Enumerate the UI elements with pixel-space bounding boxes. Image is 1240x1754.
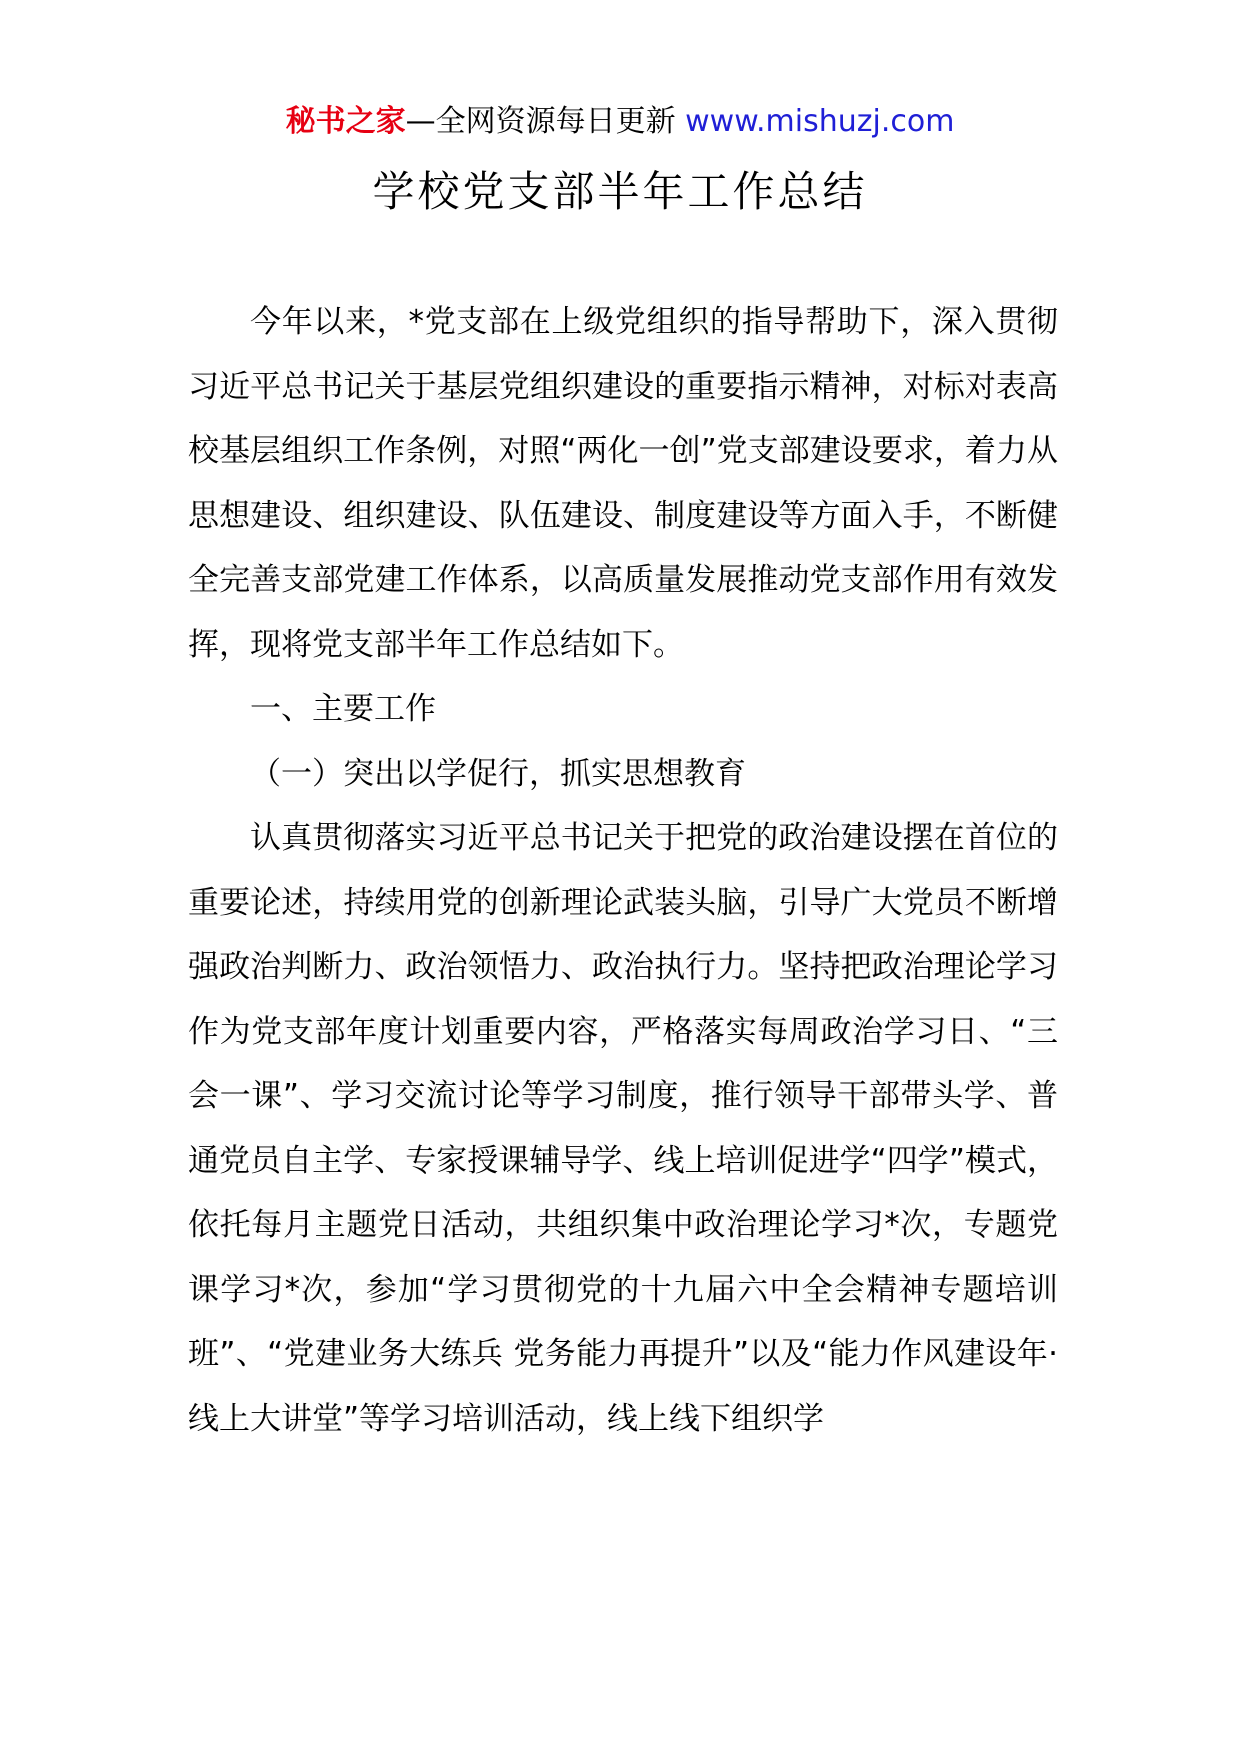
- section-heading: 一、主要工作: [250, 691, 436, 727]
- site-brand: 秘书之家: [285, 104, 406, 139]
- document-body: [188, 290, 1058, 1451]
- document-title: 学校党支部半年工作总结: [372, 167, 868, 216]
- site-url[interactable]: www.mishuzj.com: [685, 104, 955, 139]
- site-tagline: —全网资源每日更新: [405, 104, 686, 139]
- site-header: [0, 100, 1240, 144]
- body-paragraph: 认真贯彻落实习近平总书记关于把党的政治建设摆在首位的重要论述，持续用党的创新理论武装头脑，引导广大党员不断增强政治判断力、政治领悟力、政治执行力。坚持把政治理论学习作为党支部年度计划重要内容，严格落实每周政治学习日、“三会一课”、学习交流讨论等学习制度，推行领导干部带头学、普通党员自主学、专家授课辅导学、线上培训促进学“四学”模式，依托每月主题党日活动，共组织集中政治理论学习*次，专题党课学习*次，参加“学习贯彻党的十九届六中全会精神专题培训班”、“党建业务大练兵 党务能力再提升”以及“能力作风建设年·线上大讲堂”等学习培训活动，线上线下组织学: [188, 820, 1058, 1437]
- subsection-heading: （一）突出以学促行，抓实思想教育: [250, 755, 746, 792]
- intro-paragraph: 今年以来，*党支部在上级党组织的指导帮助下，深入贯彻习近平总书记关于基层党组织建设的重要指示精神，对标对表高校基层组织工作条例，对照“两化一创”党支部建设要求，着力从思想建设、组织建设、队伍建设、制度建设等方面入手，不断健全完善支部党建工作体系，以高质量发展推动党支部作用有效发挥，现将党支部半年工作总结如下。: [188, 304, 1058, 663]
